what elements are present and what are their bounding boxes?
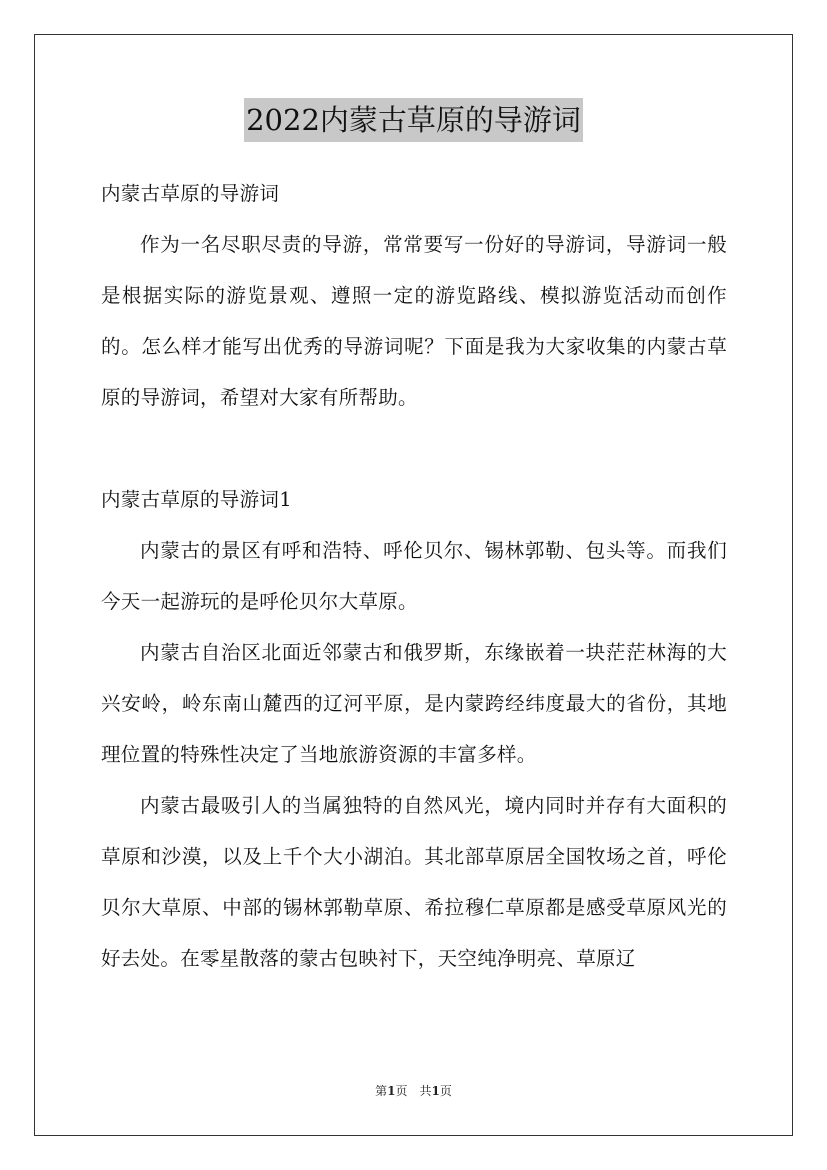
body-paragraph-1: 内蒙古的景区有呼和浩特、呼伦贝尔、锡林郭勒、包头等。而我们今天一起游玩的是呼伦贝尔大草原。: [101, 539, 727, 613]
footer-page-mid: 页 共: [395, 1084, 432, 1098]
footer-page-total: 1: [431, 1084, 440, 1098]
title-container: [0, 98, 827, 142]
footer-page-prefix: 第: [375, 1084, 388, 1098]
body-paragraph-3: 内蒙古最吸引人的当属独特的自然风光，境内同时并存有大面积的草原和沙漠，以及上千个大小湖泊。其北部草原居全国牧场之首，呼伦贝尔大草原、中部的锡林郭勒草原、希拉穆仁草原都是感受草原风光的好去处。在零星散落的蒙古包映衬下，天空纯净明亮、草原辽: [101, 794, 727, 970]
body-paragraph-2: 内蒙古自治区北面近邻蒙古和俄罗斯，东缘嵌着一块茫茫林海的大兴安岭，岭东南山麓西的辽河平原，是内蒙跨经纬度最大的省份，其地理位置的特殊性决定了当地旅游资源的丰富多样。: [101, 641, 727, 766]
section-heading: 内蒙古草原的导游词1: [101, 488, 292, 511]
footer-page-suffix: 页: [439, 1084, 452, 1098]
document-body: [101, 168, 727, 984]
intro-paragraph: 作为一名尽职尽责的导游，常常要写一份好的导游词，导游词一般是根据实际的游览景观、遵照一定的游览路线、模拟游览活动而创作的。怎么样才能写出优秀的导游词呢？下面是我为大家收集的内蒙古草原的导游词，希望对大家有所帮助。: [101, 233, 727, 409]
document-subtitle: 内蒙古草原的导游词: [101, 182, 280, 205]
section-spacer: [101, 423, 727, 474]
document-title: 2022内蒙古草原的导游词: [244, 98, 583, 142]
footer-page-current: 1: [387, 1084, 396, 1098]
page-footer: [0, 1082, 827, 1100]
